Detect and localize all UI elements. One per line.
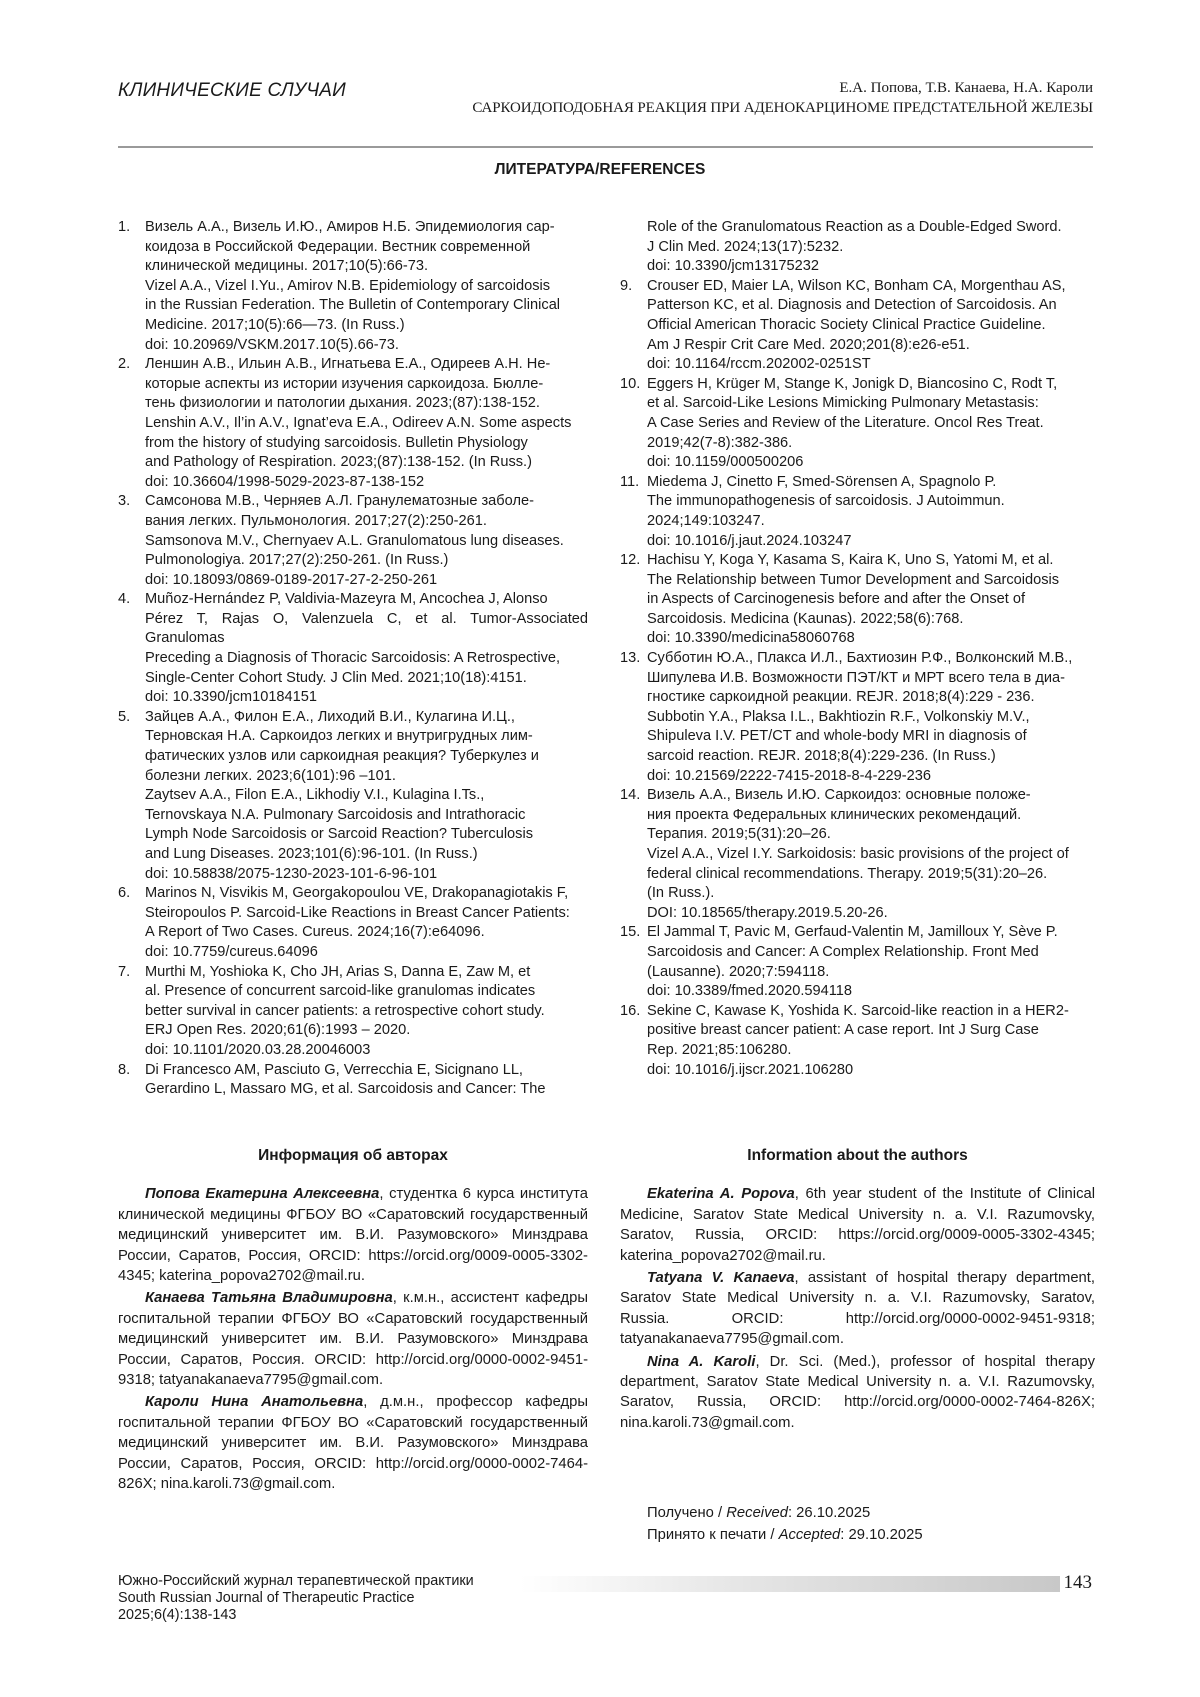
reference-line: El Jammal T, Pavic M, Gerfaud-Valentin M, Jamilloux Y, Sève P. xyxy=(647,924,1058,941)
reference-item xyxy=(118,355,588,492)
reference-line: Vizel A.A., Vizel I.Yu., Amirov N.B. Epidemiology of sarcoidosis xyxy=(145,277,551,294)
reference-line: Rep. 2021;85:106280. xyxy=(647,1041,792,1058)
reference-line: doi: 10.1101/2020.03.28.20046003 xyxy=(145,1041,371,1058)
reference-line: and Pathology of Respiration. 2023;(87):138-152. (In Russ.) xyxy=(145,454,532,471)
reference-item xyxy=(620,551,1095,649)
reference-line: The Relationship between Tumor Development and Sarcoidosis xyxy=(647,571,1060,588)
author-name: Кароли Нина Анатольевна xyxy=(145,1394,364,1411)
reference-item xyxy=(620,473,1095,551)
reference-line: 2019;42(7-8):382-386. xyxy=(647,434,793,451)
reference-line: Di Francesco AM, Pasciuto G, Verrecchia E, Sicignano LL, xyxy=(145,1061,523,1078)
reference-line: Murthi M, Yoshioka K, Cho JH, Arias S, Danna E, Zaw M, et xyxy=(145,963,531,980)
reference-number: 8. xyxy=(118,1061,131,1078)
reference-line: and Lung Diseases. 2023;101(6):96-101. (In Russ.) xyxy=(145,846,478,862)
reference-number: 13. xyxy=(620,650,641,667)
reference-item xyxy=(118,218,588,355)
reference-number: 7. xyxy=(118,963,131,980)
author-name: Tatyana V. Kanaeva xyxy=(647,1270,795,1287)
reference-number: 5. xyxy=(118,708,131,725)
reference-line: Samsonova M.V., Chernyaev A.L. Granulomatous lung diseases. xyxy=(145,532,564,549)
reference-line: DOI: 10.18565/therapy.2019.5.20-26. xyxy=(647,904,888,921)
accepted-label: Принято к печати / xyxy=(647,1527,779,1543)
reference-line: sarcoid reaction. REJR. 2018;8(4):229-236. (In Russ.) xyxy=(647,748,996,765)
received-label-en: Received xyxy=(726,1505,788,1521)
reference-line: in Aspects of Carcinogenesis before and after the Onset of xyxy=(647,591,1026,608)
reference-line: doi: 10.3390/medicina58060768 xyxy=(647,630,855,647)
author-details: , 6th year student of the Institute of Clinical Medicine, Saratov State Medical University n. a. V.I. Razumovsky, Saratov, Russia, ORCID: https://orcid.org/0009-0005-3302-4345; katerina_popova2702@mail.ru. xyxy=(620,1186,1095,1264)
reference-line: Eggers H, Krüger M, Stange K, Jonigk D, Biancosino C, Rodt T, xyxy=(647,375,1058,392)
author-name: Nina A. Karoli xyxy=(647,1353,756,1370)
reference-line: болезни легких. 2023;6(101):96 –101. xyxy=(145,767,396,784)
reference-line: doi: 10.7759/cureus.64096 xyxy=(145,943,318,960)
reference-item xyxy=(118,590,588,708)
reference-line: Official American Thoracic Society Clinical Practice Guideline. xyxy=(647,316,1046,333)
reference-item xyxy=(620,1002,1095,1080)
reference-line: doi: 10.1164/rccm.202002-0251ST xyxy=(647,356,871,373)
reference-line: Subbotin Y.A., Plaksa I.L., Bakhtiozin R.F., Volkonskiy M.V., xyxy=(647,708,1030,725)
reference-line: doi: 10.36604/1998-5029-2023-87-138-152 xyxy=(145,473,425,490)
reference-line: doi: 10.3390/jcm10184151 xyxy=(145,689,318,706)
reference-line: doi: 10.58838/2075-1230-2023-101-6-96-101 xyxy=(145,865,438,882)
reference-number: 2. xyxy=(118,356,131,373)
author-info-paragraph xyxy=(620,1268,1095,1350)
received-line xyxy=(647,1502,923,1524)
author-details: , студентка 6 курса института клинической медицины ФГБОУ ВО «Саратовский государственный медицинский университет им. В.И. Разумовского» Минздрава России, Саратов, Россия, ORCID: https://orcid.org/0009-0005-3302-4345; katerina_popova2702@mail.ru. xyxy=(118,1186,588,1285)
reference-number: 4. xyxy=(118,591,131,608)
section-label: КЛИНИЧЕСКИЕ СЛУЧАИ xyxy=(118,80,346,101)
reference-line: J Clin Med. 2024;13(17):5232. xyxy=(647,238,844,255)
author-name: Попова Екатерина Алексеевна xyxy=(145,1186,380,1203)
reference-item xyxy=(118,1061,588,1100)
reference-line: Marinos N, Visvikis M, Georgakopoulou VE, Drakopanagiotakis F, xyxy=(145,885,569,902)
page-number: 143 xyxy=(1063,1572,1092,1593)
reference-line: ERJ Open Res. 2020;61(6):1993 – 2020. xyxy=(145,1022,411,1039)
reference-line: federal clinical recommendations. Therapy. 2019;5(31):20–26. xyxy=(647,865,1048,882)
running-authors: Е.А. Попова, Т.В. Канаева, Н.А. Кароли xyxy=(839,80,1093,96)
received-date: : 26.10.2025 xyxy=(787,1505,871,1521)
reference-line: Терапия. 2019;5(31):20–26. xyxy=(647,826,831,843)
reference-line: Zaytsev A.A., Filon E.A., Likhodiy V.I., Kulagina I.Ts., xyxy=(145,787,485,804)
reference-item xyxy=(620,923,1095,1001)
footer xyxy=(118,1573,474,1624)
author-name: Ekaterina A. Popova xyxy=(647,1186,795,1203)
reference-line: doi: 10.1159/000500206 xyxy=(647,454,804,471)
reference-line: Sekine C, Kawase K, Yoshida K. Sarcoid-like reaction in a HER2- xyxy=(647,1002,1069,1019)
reference-line: (Lausanne). 2020;7:594118. xyxy=(647,963,830,980)
reference-line: Pulmonologiya. 2017;27(2):250-261. (In Russ.) xyxy=(145,552,449,569)
reference-line: тень физиологии и патологии дыхания. 2023;(87):138-152. xyxy=(145,395,540,412)
reference-number: 11. xyxy=(620,473,640,490)
reference-line: гностике саркоидной реакции. REJR. 2018;8(4):229 - 236. xyxy=(647,689,1035,706)
reference-line: positive breast cancer patient: A case report. Int J Surg Case xyxy=(647,1022,1039,1039)
reference-number: 9. xyxy=(620,277,633,294)
reference-line: Шипулева И.В. Возможности ПЭТ/КТ и МРТ всего тела в диа- xyxy=(647,669,1065,686)
running-title: САРКОИДОПОДОБНАЯ РЕАКЦИЯ ПРИ АДЕНОКАРЦИНОМЕ ПРЕДСТАТЕЛЬНОЙ ЖЕЛЕЗЫ xyxy=(472,100,1093,116)
reference-line: Patterson KC, et al. Diagnosis and Detection of Sarcoidosis. An xyxy=(647,297,1057,314)
author-info-paragraph xyxy=(620,1184,1095,1266)
reference-line: Визель А.А., Визель И.Ю., Амиров Н.Б. Эпидемиология сар- xyxy=(145,219,555,235)
reference-number: 10. xyxy=(620,375,641,392)
reference-line: ния проекта Федеральных клинических рекомендаций. xyxy=(647,806,1022,823)
reference-line: коидоза в Российской Федерации. Вестник современной xyxy=(145,238,531,255)
authors-info-en xyxy=(620,1146,1095,1435)
reference-line: A Case Series and Review of the Literature. Oncol Res Treat. xyxy=(647,414,1044,431)
reference-line: Субботин Ю.А., Плакса И.Л., Бахтиозин Р.Ф., Волконский М.В., xyxy=(647,650,1073,667)
reference-line: Crouser ED, Maier LA, Wilson KC, Bonham CA, Morgenthau AS, xyxy=(647,277,1066,294)
journal-issue: 2025;6(4):138-143 xyxy=(118,1607,237,1623)
references-left-column xyxy=(118,218,588,1100)
reference-line: Medicine. 2017;10(5):66—73. (In Russ.) xyxy=(145,316,405,333)
author-details: , к.м.н., ассистент кафедры госпитальной терапии ФГБОУ ВО «Саратовский государственный медицинский университет им. В.И. Разумовского» Минздрава России, Саратов, Россия. ORCID: http://orcid.org/0000-0002-9451-9318; tatyanakanaeva7795@gmail.com. xyxy=(118,1290,588,1389)
reference-line: вания легких. Пульмонология. 2017;27(2):250-261. xyxy=(145,512,487,529)
reference-line: Shipuleva I.V. PET/CT and whole-body MRI in diagnosis of xyxy=(647,728,1027,745)
reference-line: Steiropoulos P. Sarcoid-Like Reactions in Breast Cancer Patients: xyxy=(145,904,570,921)
reference-line: Ternovskaya N.A. Pulmonary Sarcoidosis and Intrathoracic xyxy=(145,806,526,823)
author-name: Канаева Татьяна Владимировна xyxy=(145,1290,393,1307)
reference-line: Pérez T, Rajas O, Valenzuela C, et al. Tumor-Associated Granulomas xyxy=(145,610,588,647)
reference-line: doi: 10.3390/jcm13175232 xyxy=(647,258,820,275)
reference-item xyxy=(118,708,588,884)
references-right-column xyxy=(620,218,1095,1080)
journal-name-en: South Russian Journal of Therapeutic Practice xyxy=(118,1590,415,1606)
reference-line: doi: 10.1016/j.ijscr.2021.106280 xyxy=(647,1061,854,1078)
authors-info-heading-ru: Информация об авторах xyxy=(258,1147,448,1164)
reference-item xyxy=(620,649,1095,786)
accepted-label-en: Accepted xyxy=(778,1527,841,1543)
reference-line: Sarcoidosis and Cancer: A Complex Relationship. Front Med xyxy=(647,943,1039,960)
reference-line: Lenshin A.V., Il’in A.V., Ignat’eva E.A., Odireev A.N. Some aspects xyxy=(145,414,572,431)
reference-item xyxy=(620,375,1095,473)
reference-line: Hachisu Y, Koga Y, Kasama S, Kaira K, Uno S, Yatomi M, et al. xyxy=(647,552,1054,569)
reference-item xyxy=(118,963,588,1061)
reference-line: Визель А.А., Визель И.Ю. Саркоидоз: основные положе- xyxy=(647,787,1031,804)
reference-item xyxy=(620,218,1095,277)
reference-number: 6. xyxy=(118,885,131,902)
reference-line: клинической медицины. 2017;10(5):66-73. xyxy=(145,258,429,275)
authors-info-heading-en: Information about the authors xyxy=(747,1147,968,1164)
reference-line: Lymph Node Sarcoidosis or Sarcoid Reaction? Tuberculosis xyxy=(145,826,534,843)
author-details: , д.м.н., профессор кафедры госпитальной терапии ФГБОУ ВО «Саратовский государственный медицинский университет им. В.И. Разумовского» Минздрава России, Саратов, Россия, ORCID: http://orcid.org/0000-0002-7464-826X; nina.karoli.73@gmail.com. xyxy=(118,1394,588,1493)
author-info-paragraph xyxy=(118,1288,588,1390)
reference-line: Терновская Н.А. Саркоидоз легких и внутригрудных лим- xyxy=(145,728,533,745)
reference-line: (In Russ.). xyxy=(647,885,715,902)
author-details: , assistant of hospital therapy department, Saratov State Medical University n. a. V.I. Razumovsky, Saratov, Russia. ORCID: http://orcid.org/0000-0002-9451-9318; tatyanakanaeva7795@gmail.com. xyxy=(620,1270,1096,1348)
author-info-paragraph xyxy=(620,1352,1095,1434)
reference-line: Role of the Granulomatous Reaction as a Double-Edged Sword. xyxy=(647,219,1062,235)
reference-line: 2024;149:103247. xyxy=(647,512,765,529)
reference-line: A Report of Two Cases. Cureus. 2024;16(7):e64096. xyxy=(145,924,485,941)
reference-item xyxy=(620,277,1095,375)
reference-number: 14. xyxy=(620,787,641,804)
reference-line: Зайцев А.А., Филон Е.А., Лиходий В.И., Кулагина И.Ц., xyxy=(145,708,515,725)
page-header xyxy=(118,80,1093,148)
reference-number: 1. xyxy=(118,219,131,235)
reference-number: 15. xyxy=(620,924,641,941)
reference-line: Самсонова М.В., Черняев А.Л. Гранулематозные заболе- xyxy=(145,493,534,510)
reference-line: фатических узлов или саркоидная реакция? Туберкулез и xyxy=(145,748,539,765)
reference-number: 12. xyxy=(620,552,641,569)
reference-line: from the history of studying sarcoidosis. Bulletin Physiology xyxy=(145,434,528,451)
journal-name-ru: Южно-Российский журнал терапевтической практики xyxy=(118,1573,474,1589)
reference-item xyxy=(118,884,588,962)
reference-line: doi: 10.20969/VSKM.2017.10(5).66-73. xyxy=(145,336,399,353)
reference-line: которые аспекты из истории изучения саркоидоза. Бюлле- xyxy=(145,375,544,392)
dates-block xyxy=(647,1502,923,1546)
author-info-paragraph xyxy=(118,1184,588,1286)
reference-line: Am J Respir Crit Care Med. 2020;201(8):e26-e51. xyxy=(647,336,970,353)
reference-line: better survival in cancer patients: a retrospective cohort study. xyxy=(145,1002,545,1019)
reference-line: Muñoz-Hernández P, Valdivia-Mazeyra M, Ancochea J, Alonso xyxy=(145,591,548,608)
reference-line: doi: 10.3389/fmed.2020.594118 xyxy=(647,983,853,1000)
reference-number: 3. xyxy=(118,493,131,510)
reference-line: Sarcoidosis. Medicina (Kaunas). 2022;58(6):768. xyxy=(647,610,964,627)
authors-info-ru xyxy=(118,1146,588,1497)
reference-item xyxy=(118,492,588,590)
reference-number: 16. xyxy=(620,1002,641,1019)
reference-line: doi: 10.1016/j.jaut.2024.103247 xyxy=(647,532,852,549)
reference-line: in the Russian Federation. The Bulletin of Contemporary Clinical xyxy=(145,297,561,314)
reference-line: al. Presence of concurrent sarcoid-like granulomas indicates xyxy=(145,983,536,1000)
reference-line: Леншин А.В., Ильин А.В., Игнатьева Е.А., Одиреев А.Н. Не- xyxy=(145,356,551,373)
footer-gradient-bar xyxy=(520,1576,1060,1592)
reference-line: doi: 10.21569/2222-7415-2018-8-4-229-236 xyxy=(647,767,931,784)
accepted-line xyxy=(647,1524,923,1546)
reference-line: Gerardino L, Massaro MG, et al. Sarcoidosis and Cancer: The xyxy=(145,1081,546,1098)
received-label: Получено / xyxy=(647,1505,727,1521)
references-heading: ЛИТЕРАТУРА/REFERENCES xyxy=(494,161,706,178)
reference-line: Preceding a Diagnosis of Thoracic Sarcoidosis: A Retrospective, xyxy=(145,650,561,667)
reference-line: Miedema J, Cinetto F, Smed-Sörensen A, Spagnolo P. xyxy=(647,473,997,490)
reference-line: et al. Sarcoid-Like Lesions Mimicking Pulmonary Metastasis: xyxy=(647,395,1039,412)
reference-line: Single-Center Cohort Study. J Clin Med. 2021;10(18):4151. xyxy=(145,669,527,686)
reference-line: The immunopathogenesis of sarcoidosis. J Autoimmun. xyxy=(647,493,1005,510)
reference-line: Vizel A.A., Vizel I.Y. Sarkoidosis: basic provisions of the project of xyxy=(647,846,1069,862)
reference-item xyxy=(620,786,1095,923)
reference-line: doi: 10.18093/0869-0189-2017-27-2-250-261 xyxy=(145,571,438,588)
author-info-paragraph xyxy=(118,1392,588,1494)
author-details: , Dr. Sci. (Med.), professor of hospital therapy department, Saratov State Medical University n. a. V.I. Razumovsky, Saratov, Russia, ORCID: http://orcid.org/0000-0002-7464-826X; nina.karoli.73@gmail.com. xyxy=(620,1353,1096,1431)
accepted-date: : 29.10.2025 xyxy=(840,1527,923,1543)
